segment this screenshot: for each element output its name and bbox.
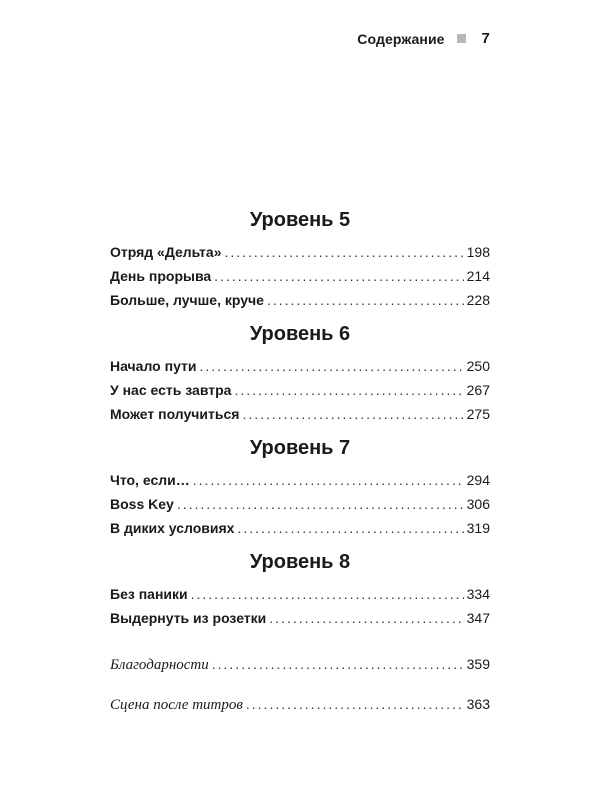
dot-leader [191,582,464,606]
toc-entry-page: 359 [466,656,490,672]
toc-entry-title: Отряд «Дельта» [110,244,222,260]
dot-leader [234,378,463,402]
dot-leader [246,692,464,716]
toc-entry-post-credits[interactable] [110,692,490,716]
toc-group-level-5 [110,207,490,312]
toc-entry-title: Больше, лучше, круче [110,292,264,308]
toc-entry-title: Без паники [110,586,188,602]
level-heading: Уровень 5 [249,209,351,231]
toc-extras [110,652,490,716]
toc-entry[interactable] [110,402,490,426]
toc-entry-page: 228 [466,292,490,308]
toc-entry-title: Boss Key [110,496,174,512]
level-heading: Уровень 6 [249,323,351,345]
toc-group-level-7 [110,435,490,540]
toc-entry[interactable] [110,264,490,288]
toc-entry-page: 214 [466,268,490,284]
dot-leader [212,652,464,676]
toc-entry-page: 294 [466,472,490,488]
toc-group-level-6 [110,321,490,426]
toc-entry-page: 306 [466,496,490,512]
toc-entry[interactable] [110,240,490,264]
section-title: Содержание [357,30,445,47]
dot-leader [200,354,464,378]
dot-leader [224,240,463,264]
toc-entry-page: 250 [466,358,490,374]
toc-entry[interactable] [110,378,490,402]
toc-entry-title: День прорыва [110,268,212,284]
toc-entry-page: 267 [466,382,490,398]
toc-entry-title: Может получиться [110,406,240,422]
toc-group-level-8 [110,549,490,630]
running-head [357,30,490,47]
toc-entry-title: Что, если… [110,472,190,488]
level-heading: Уровень 7 [249,437,351,459]
toc-entry-page: 319 [466,520,490,536]
dot-leader [242,402,463,426]
toc-entry-page: 334 [466,586,490,602]
dot-leader [193,468,464,492]
dot-leader [237,516,463,540]
toc-entry-page: 198 [466,244,490,260]
page-number: 7 [481,30,490,47]
dot-leader [177,492,464,516]
dot-leader [267,288,464,312]
toc-entry[interactable] [110,288,490,312]
toc-entry-page: 363 [466,696,490,712]
toc-entry-title: В диких условиях [110,520,235,536]
toc-entry-title: У нас есть завтра [110,382,232,398]
toc-entry-page: 347 [466,610,490,626]
toc-entry[interactable] [110,582,490,606]
toc-entry-title: Благодарности [110,657,209,673]
square-ornament-icon [457,34,466,43]
dot-leader [214,264,463,288]
toc-entry[interactable] [110,468,490,492]
toc-entry-title: Начало пути [110,358,197,374]
toc-entry-page: 275 [466,406,490,422]
toc-entry-acknowledgements[interactable] [110,652,490,676]
toc-entry[interactable] [110,606,490,630]
toc-entry[interactable] [110,354,490,378]
dot-leader [269,606,463,630]
toc-entry-title: Выдернуть из розетки [110,610,267,626]
level-heading: Уровень 8 [249,551,351,573]
toc-entry-title: Сцена после титров [110,697,243,713]
toc-entry[interactable] [110,516,490,540]
toc-entry[interactable] [110,492,490,516]
table-of-contents [110,207,490,716]
